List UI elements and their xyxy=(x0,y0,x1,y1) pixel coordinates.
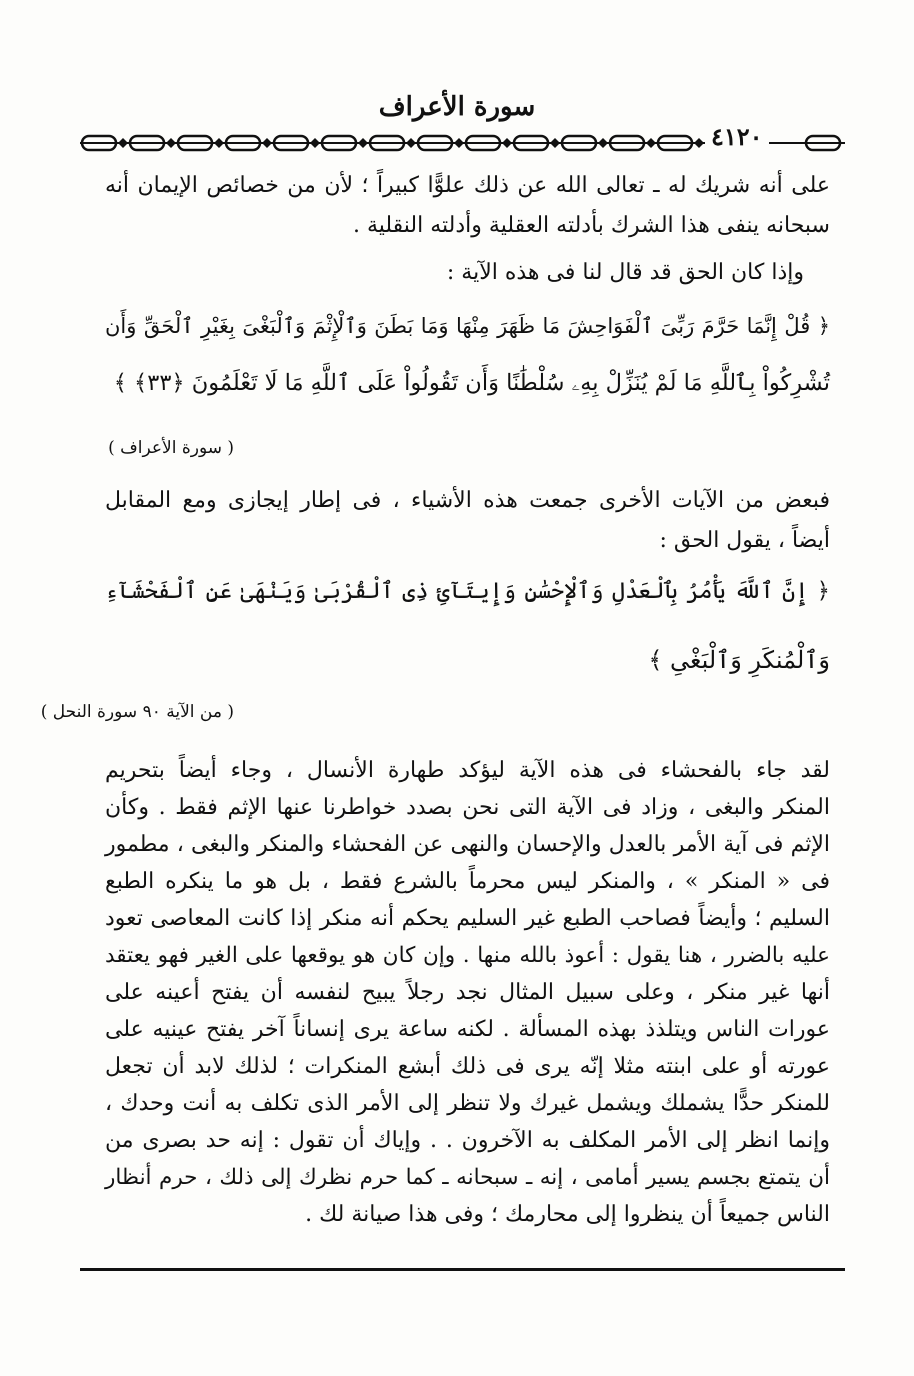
para4-line-5: السليم ؛ وأيضاً فصاحب الطبع غير السليم يحكم أنه منكر إذا كانت المعاصى تعود xyxy=(105,906,830,931)
verse2-reference: ( من الآية ٩٠ سورة النحل ) xyxy=(40,702,234,722)
para3-line-2: أيضاً ، يقول الحق : xyxy=(659,528,830,553)
para4-line-3: الإثم فى آية الأمر بالعدل والإحسان والنهى عن الفحشاء والمنكر والبغى ، مطمور xyxy=(105,832,830,857)
para4-line-9: عورته أو على ابنته مثلا إنّه يرى فى ذلك أبشع المنكرات ؛ لذلك لابد أن تجعل xyxy=(105,1054,830,1079)
para3-line-1: فبعض من الآيات الأخرى جمعت هذه الأشياء ، فى إطار إيجازى ومع المقابل xyxy=(105,488,830,513)
para4-line-2: المنكر والبغى ، وزاد فى الآية التى نحن بصدد خواطرنا عنها الإثم فقط . وكأن xyxy=(105,795,830,820)
para4-line-7: أنها غير منكر ، وعلى سبيل المثال نجد رجلاً يبيح لنفسه أن يفتح أعينه على xyxy=(105,980,830,1005)
para4-line-8: عورات الناس ويتلذذ بهذه المسألة . لكنه ساعة يرى إنساناً آخر يفتح عينيه على xyxy=(105,1017,830,1042)
surah-title: سورة الأعراف xyxy=(378,92,536,122)
para4-line-4: فى « المنكر » ، والمنكر ليس محرماً بالشرع فقط ، بل هو ما ينكره الطبع xyxy=(105,869,830,894)
verse1-line-2: تُشْرِكُواْ بِٱللَّهِ مَا لَمْ يُنَزِّلْ بِهِۦ سُلْطَٰنًا وَأَن تَقُولُواْ عَلَى ٱللَّهِ مَا لَا تَعْلَمُونَ ﴿٣٣﴾ ﴾ xyxy=(113,370,830,396)
para4-line-12: أن يتمتع بجسم يسير أمامى ، إنه ـ سبحانه ـ كما حرم نظرك إلى ذلك ، حرم أنظار xyxy=(105,1165,830,1190)
verse1-reference: ( سورة الأعراف ) xyxy=(108,438,234,458)
verse2-line-2: وَٱلْمُنكَرِ وَٱلْبَغْىِ ﴾ xyxy=(648,646,830,674)
para1-line-1: على أنه شريك له ـ تعالى الله عن ذلك علوًّا كبيراً ؛ لأن من خصائص الإيمان أنه xyxy=(105,173,830,198)
para4-line-11: وإنما انظر إلى الأمر المكلف به الآخرون . . وإياك أن تقول : إنه حد بصرى من xyxy=(105,1128,830,1153)
para4-line-13: الناس جميعاً أن ينظروا إلى محارمك ؛ وفى هذا صيانة لك . xyxy=(305,1202,830,1227)
verse2-line-1: ﴿ إِنَّ ٱللَّهَ يَأْمُرُ بِٱلْعَدْلِ وَٱلْإِحْسَٰنِ وَإِيتَآئِ ذِى ٱلْقُرْبَىٰ وَيَنْهَىٰ عَنِ ٱلْفَحْشَآءِ xyxy=(105,578,830,604)
para4-line-6: عليه بالضرر ، هنا يقول : أعوذ بالله منها . وإن كان هو يوقعها على الغير فهو يعتقد xyxy=(105,943,830,968)
verse1-line-1: ﴿ قُلْ إِنَّمَا حَرَّمَ رَبِّىَ ٱلْفَوَاحِشَ مَا ظَهَرَ مِنْهَا وَمَا بَطَنَ وَٱلْإِثْمَ وَٱلْبَغْىَ بِغَيْرِ ٱلْحَقِّ وَأَن xyxy=(105,314,830,338)
para4-line-10: للمنكر حدًّا يشملك ويشمل غيرك ولا تنظر إلى الأمر الذى تكلف به أنت وحدك ، xyxy=(105,1091,831,1116)
para1-line-2: سبحانه ينفى هذا الشرك بأدلته العقلية وأدلته النقلية . xyxy=(352,213,830,238)
para4-line-1: لقد جاء بالفحشاء فى هذه الآية ليؤكد طهارة الأنسال ، وجاء أيضاً بتحريم xyxy=(105,758,830,783)
page-number: ٤١٢٠ xyxy=(705,122,769,151)
footer-rule xyxy=(80,1268,845,1271)
para2-line-1: وإذا كان الحق قد قال لنا فى هذه الآية : xyxy=(446,260,804,285)
